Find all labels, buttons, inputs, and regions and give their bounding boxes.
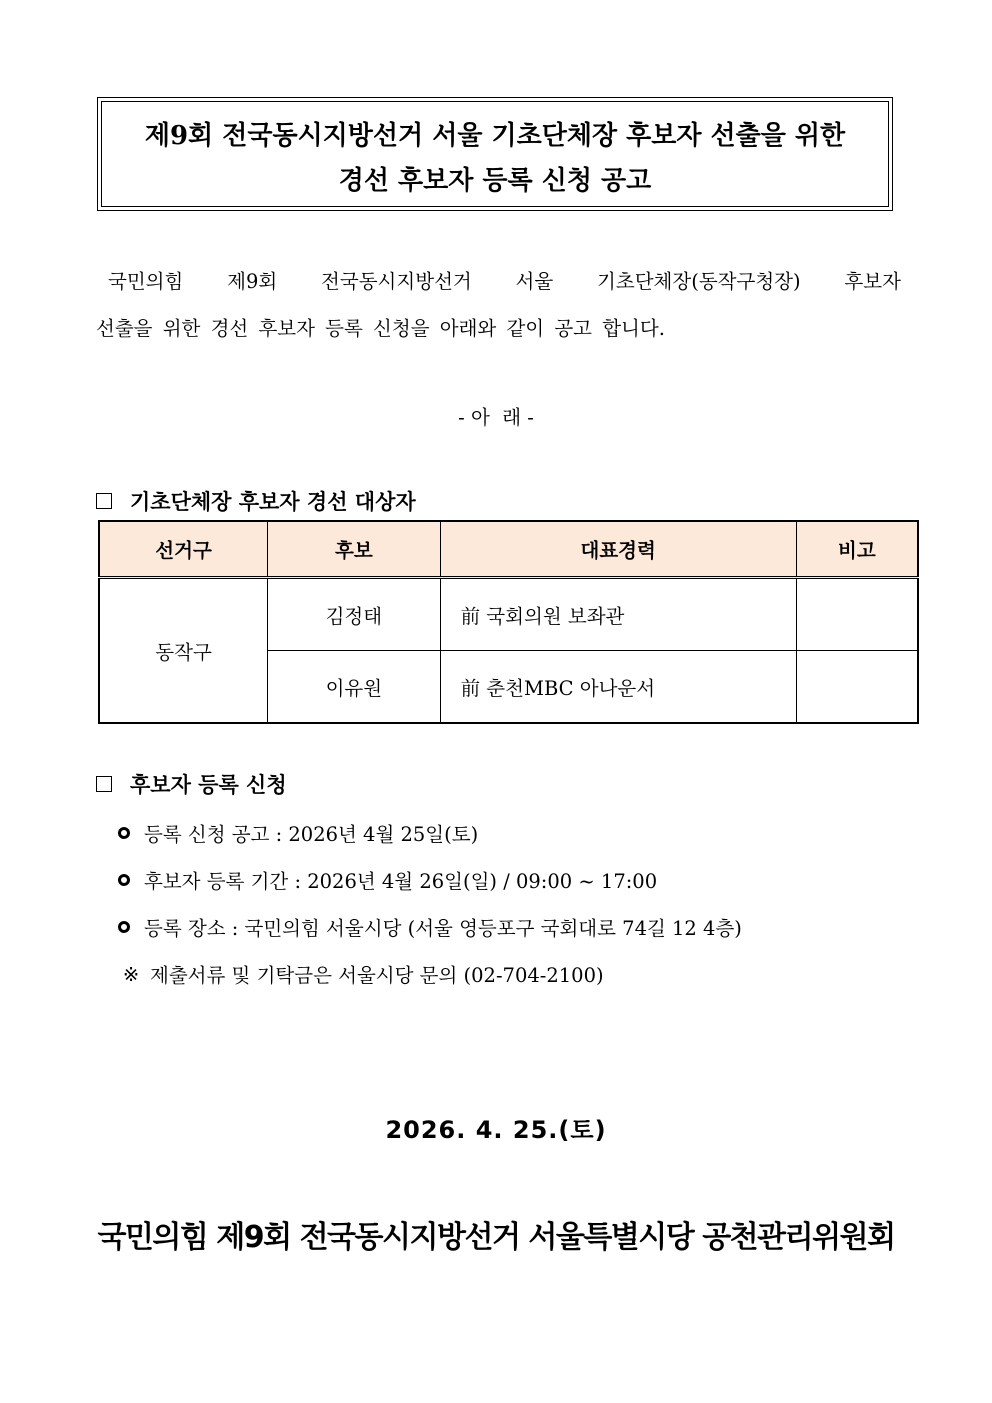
title-line-2: 경선 후보자 등록 신청 공고 [338, 166, 652, 196]
registration-item [118, 866, 657, 894]
registration-item-text: 등록 신청 공고 : 2026년 4월 25일(토) [144, 823, 479, 846]
career-cell: 前 춘천MBC 아나운서 [440, 651, 796, 724]
registration-item [118, 913, 742, 941]
column-header: 후보 [268, 521, 441, 578]
column-header: 대표경력 [440, 521, 796, 578]
intro-line-2: 선출을 위한 경선 후보자 등록 신청을 아래와 같이 공고 합니다. [96, 317, 665, 340]
column-header: 선거구 [99, 521, 268, 578]
table-header-row [99, 521, 918, 578]
candidate-cell: 김정태 [268, 578, 441, 651]
announcement-date: 2026. 4. 25.(토) [385, 1116, 607, 1144]
below-label: - 아 래 - [458, 406, 534, 429]
registration-item-text: 후보자 등록 기간 : 2026년 4월 26일(일) / 09:00 ~ 17:00 [144, 870, 658, 893]
issuing-organization: 국민의힘 제9회 전국동시지방선거 서울특별시당 공천관리위원회 [97, 1220, 895, 1255]
registration-item-text: 등록 장소 : 국민의힘 서울시당 (서울 영등포구 국회대로 74길 12 4층) [144, 917, 742, 940]
career-cell: 前 국회의원 보좌관 [440, 578, 796, 651]
intro-word: 전국동시지방선거 [321, 270, 472, 293]
section-heading-candidates [96, 486, 416, 516]
title-line-1: 제9회 전국동시지방선거 서울 기초단체장 후보자 선출을 위한 [144, 121, 846, 151]
intro-word: 서울 [515, 270, 554, 293]
intro-word: 제9회 [227, 270, 278, 293]
column-header: 비고 [796, 521, 918, 578]
registration-note-text: 제출서류 및 기탁금은 서울시당 문의 (02-704-2100) [150, 964, 604, 987]
checkbox-icon [96, 776, 112, 792]
circle-bullet-icon [118, 874, 130, 886]
circle-bullet-icon [118, 921, 130, 933]
intro-word: 국민의힘 [108, 270, 184, 293]
intro-line-1 [96, 266, 901, 294]
candidate-table [98, 520, 919, 724]
note-cell [796, 651, 918, 724]
intro-word: 기초단체장(동작구청장) [597, 270, 801, 293]
intro-word: 후보자 [844, 270, 901, 293]
registration-note [118, 960, 604, 988]
checkbox-icon [96, 493, 112, 509]
section-heading-text: 후보자 등록 신청 [130, 772, 287, 797]
district-cell: 동작구 [99, 578, 268, 724]
table-row [99, 578, 918, 651]
title-box [97, 97, 893, 211]
section-heading-registration [96, 769, 287, 799]
registration-item [118, 819, 478, 847]
section-heading-text: 기초단체장 후보자 경선 대상자 [130, 489, 416, 514]
reference-mark: ※ [122, 962, 140, 986]
circle-bullet-icon [118, 827, 130, 839]
note-cell [796, 578, 918, 651]
candidate-cell: 이유원 [268, 651, 441, 724]
